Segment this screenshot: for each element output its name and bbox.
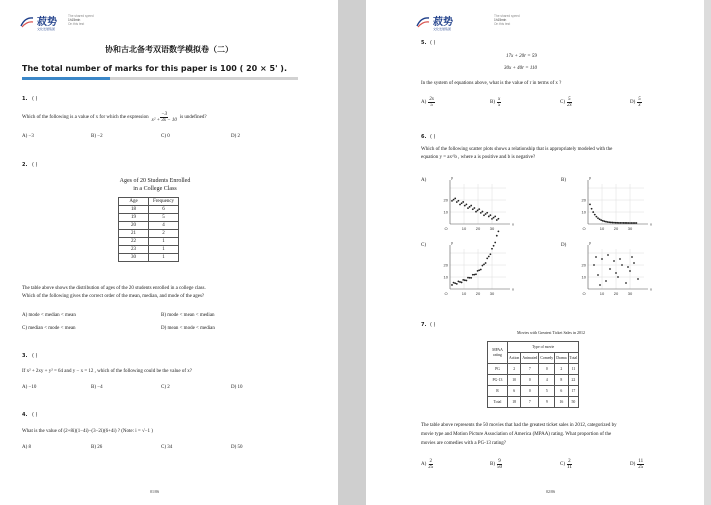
scatter-plot-a[interactable]	[436, 175, 516, 238]
scatter-point	[605, 221, 607, 223]
x-axis-label: x	[512, 221, 514, 227]
scatter-point	[453, 199, 455, 201]
question-7-option-b[interactable]: B) $\frac{9}{50}$	[490, 459, 502, 470]
scatter-point	[477, 210, 479, 212]
page-number: 02/06	[546, 489, 556, 494]
scatter-point	[607, 221, 609, 223]
question-3-number: 3.	[22, 353, 28, 359]
brand-name: 菽势	[433, 17, 453, 28]
scatter-point	[462, 201, 464, 203]
scatter-point	[616, 222, 618, 224]
scatter-point	[593, 264, 595, 266]
question-4-option-d[interactable]: D) 50	[231, 445, 243, 450]
x-axis-label: x	[650, 221, 652, 227]
scatter-plot-b[interactable]	[574, 175, 654, 238]
x-tick-label: 20	[475, 226, 481, 231]
x-tick-label: 20	[475, 291, 481, 296]
scatter-point	[474, 274, 476, 276]
question-1-number: 1.	[22, 96, 28, 102]
question-4-option-c[interactable]: C) 34	[161, 445, 173, 450]
scatter-point	[459, 281, 461, 283]
question-2-option-d[interactable]: D) mean < mode < median	[161, 326, 215, 331]
table-header: Frequency	[149, 198, 179, 206]
table-row: 22 1	[119, 238, 179, 246]
scatter-point	[478, 208, 480, 210]
scatter-point	[494, 242, 496, 244]
question-3-text: If x² + 2xy + y² = 64 and y − x = 12 , which of the following could be the value of x?	[22, 369, 192, 374]
scatter-point	[490, 214, 492, 216]
scatter-point	[488, 256, 490, 258]
question-3-option-a[interactable]: A) −10	[22, 385, 37, 390]
scatter-point	[601, 258, 603, 260]
question-4-option-b[interactable]: B) 26	[91, 445, 103, 450]
origin-label: O	[444, 226, 448, 231]
x-tick-label: 30	[489, 291, 495, 296]
scatter-point	[627, 266, 629, 268]
scatter-point	[456, 283, 458, 285]
scatter-plot-d[interactable]	[574, 240, 654, 303]
question-1-option-d[interactable]: D) 2	[231, 134, 241, 139]
question-5-option-b[interactable]: B) $\frac{x}{5}$	[490, 97, 501, 108]
table-header: Comedy	[539, 353, 555, 364]
movie-sales-table	[487, 341, 579, 408]
scatter-point	[461, 202, 463, 204]
scatter-point	[480, 212, 482, 214]
question-5-answer-box[interactable]: ( )	[430, 40, 436, 46]
y-axis-label: y	[451, 240, 453, 245]
question-2-option-a[interactable]: A) mode < median < mean	[22, 313, 76, 318]
scatter-point	[485, 213, 487, 215]
scatter-point	[637, 278, 639, 280]
scatter-point	[466, 203, 468, 205]
question-4-number: 4.	[22, 412, 28, 418]
scatter-point	[464, 205, 466, 207]
scatter-point	[459, 204, 461, 206]
scatter-point	[486, 257, 488, 259]
page-title: 协和古北备考双语数学模拟卷（二）	[105, 45, 233, 54]
x-tick-label: 30	[627, 291, 633, 296]
question-5-number: 5.	[421, 40, 427, 46]
y-tick-label: 20	[581, 262, 586, 268]
brand-sub: 文化发展集团	[433, 27, 452, 31]
scatter-point	[454, 197, 456, 199]
table-row: PG-13 10 0 4 8 22	[488, 375, 579, 386]
scatter-point	[462, 279, 464, 281]
y-tick-label: 10	[443, 274, 448, 280]
question-7-text: The table above represents the 50 movies that had the greatest ticket sales in 2012, categorized by movie type and Motion Picture Association of America (MPAA) rating. What proportion of the movies are comedies with a PG-13 rating?	[421, 423, 617, 446]
scatter-point	[456, 201, 458, 203]
page-number: 01/06	[150, 489, 160, 494]
scatter-point	[613, 260, 615, 262]
plot-d-label[interactable]: D)	[561, 243, 567, 248]
y-tick-label: 20	[443, 262, 448, 268]
document-page-2	[366, 0, 704, 505]
scatter-point	[475, 273, 477, 275]
question-1-option-b[interactable]: B) −2	[91, 134, 103, 139]
scatter-point	[615, 222, 617, 224]
age-table-title: Ages of 20 Students Enrolled in a College Class	[119, 178, 191, 192]
scatter-point	[589, 203, 591, 205]
scatter-point	[485, 262, 487, 264]
scatter-point	[595, 256, 597, 258]
scatter-point	[470, 277, 472, 279]
scatter-point	[607, 254, 609, 256]
scatter-point	[602, 220, 604, 222]
x-tick-label: 10	[461, 226, 467, 231]
table-row: 18 6	[119, 206, 179, 214]
table-row: 30 1	[119, 254, 179, 262]
scatter-point	[613, 222, 615, 224]
table-row: Total 18 7 9 16 50	[488, 397, 579, 408]
origin-label: O	[582, 291, 586, 296]
question-7-option-c[interactable]: C) $\frac{2}{11}$	[560, 459, 572, 470]
scatter-point	[482, 211, 484, 213]
table-header: Drama	[555, 353, 568, 364]
question-1-option-a[interactable]: A) −3	[22, 134, 34, 139]
table-row: PG 2 7 0 2 11	[488, 364, 579, 375]
scatter-point	[624, 222, 626, 224]
scatter-point	[469, 206, 471, 208]
scatter-point	[609, 268, 611, 270]
x-tick-label: 20	[613, 226, 619, 231]
brand-mark-icon	[20, 16, 34, 28]
x-tick-label: 10	[461, 291, 467, 296]
scatter-point	[625, 282, 627, 284]
question-4-option-a[interactable]: A) 8	[22, 445, 32, 450]
y-tick-label: 20	[581, 197, 586, 203]
scatter-point	[496, 235, 498, 237]
scatter-point	[496, 219, 498, 221]
question-5-option-a[interactable]: A) $\frac{2x}{5}$	[421, 97, 435, 108]
question-7-option-a[interactable]: A) $\frac{2}{25}$	[421, 459, 434, 470]
scatter-point	[493, 245, 495, 247]
scatter-point	[494, 215, 496, 217]
scatter-point	[477, 270, 479, 272]
question-7-option-d[interactable]: D) $\frac{11}{25}$	[630, 459, 644, 470]
table-header: MPAA rating	[488, 342, 508, 364]
plot-c-label[interactable]: C)	[421, 243, 426, 248]
scatter-point	[621, 222, 623, 224]
table-header: Total	[568, 353, 579, 364]
scatter-point	[491, 218, 493, 220]
table-row: 19 5	[119, 214, 179, 222]
question-2-option-b[interactable]: B) mode < mean < median	[161, 313, 215, 318]
scatter-point	[491, 248, 493, 250]
question-5-option-d[interactable]: D) $\frac{5}{x}$	[630, 97, 641, 108]
y-tick-label: 10	[581, 274, 586, 280]
scatter-point	[617, 276, 619, 278]
table-row: 21 2	[119, 230, 179, 238]
scatter-point	[632, 222, 634, 224]
x-axis-label: x	[650, 286, 652, 292]
question-7-number: 7.	[421, 322, 427, 328]
question-4-answer-box[interactable]: ( )	[32, 412, 38, 418]
plot-a-label[interactable]: A)	[421, 178, 427, 183]
x-tick-label: 30	[627, 226, 633, 231]
equation-1: 17x + 20r = 59	[506, 54, 537, 59]
scatter-point	[482, 265, 484, 267]
brand-sub: 文化发展集团	[37, 27, 56, 31]
scatter-point	[470, 205, 472, 207]
scatter-point	[490, 253, 492, 255]
table-header: Animated	[521, 353, 539, 364]
movie-table-title: Movies with Greatest Ticket Sales in 2012	[517, 330, 585, 335]
scatter-point	[600, 219, 602, 221]
table-row: R 6 0 5 6 17	[488, 386, 579, 397]
scatter-point	[621, 264, 623, 266]
origin-label: O	[444, 291, 448, 296]
scatter-point	[469, 277, 471, 279]
question-5-text: In the system of equations above, what is the value of r in terms of x ?	[421, 81, 562, 86]
question-7-answer-box[interactable]: ( )	[430, 322, 436, 328]
scatter-point	[612, 222, 614, 224]
x-tick-label: 20	[613, 291, 619, 296]
question-6-number: 6.	[421, 134, 427, 140]
question-2-option-c[interactable]: C) median < mode < mean	[22, 326, 76, 331]
progress-bar-fill	[22, 77, 110, 80]
question-3-answer-box[interactable]: ( )	[32, 353, 38, 359]
scatter-point	[483, 214, 485, 216]
page-gutter	[338, 0, 366, 505]
scatter-point	[596, 216, 598, 218]
scatter-point	[629, 222, 631, 224]
x-axis-label: x	[512, 286, 514, 292]
question-1-option-c[interactable]: C) 0	[161, 134, 170, 139]
scatter-point	[464, 279, 466, 281]
scatter-point	[618, 222, 620, 224]
scatter-point	[594, 214, 596, 216]
brand-mark-icon	[416, 16, 430, 28]
scatter-point	[461, 282, 463, 284]
document-page-1	[0, 0, 338, 505]
scatter-point	[488, 216, 490, 218]
y-tick-label: 10	[443, 209, 448, 215]
question-6-text: Which of the following scatter plots shows a relationship that is appropriately modeled with the equation y = ax^b , where a is positive and b is negative?	[421, 147, 613, 160]
question-2-number: 2.	[22, 162, 28, 168]
question-1-text: Which of the following is a value of x for which the expression $\frac{-3}{\text{x² + 3x − 10}}$ is undefined?	[22, 112, 207, 123]
scatter-point	[604, 220, 606, 222]
question-3-option-d[interactable]: D) 10	[231, 385, 243, 390]
scatter-point	[451, 284, 453, 286]
scatter-point	[472, 274, 474, 276]
scatter-point	[631, 222, 633, 224]
scatter-point	[623, 222, 625, 224]
y-axis-label: y	[589, 240, 591, 245]
question-4-text: What is the value of (2+8i)(1−4i)−(3−2i)(6+4i) ? (Note: i = √−1 )	[22, 429, 153, 434]
scatter-point	[599, 284, 601, 286]
table-header: Type of movie	[508, 342, 579, 353]
plot-b-label[interactable]: B)	[561, 178, 566, 183]
scatter-point	[486, 212, 488, 214]
origin-label: O	[582, 226, 586, 231]
question-2-answer-box[interactable]: ( )	[32, 162, 38, 168]
scatter-point	[474, 207, 476, 209]
question-1-fraction: $\frac{-3}{\text{x² + 3x − 10}}$	[151, 112, 177, 123]
equation-2: 30x + 40r = 110	[504, 66, 538, 71]
scatter-point	[592, 211, 594, 213]
scatter-point	[597, 217, 599, 219]
question-5-option-c[interactable]: C) $\frac{5}{2x}$	[560, 97, 572, 108]
scatter-point	[629, 270, 631, 272]
x-tick-label: 30	[489, 226, 495, 231]
scatter-point	[633, 262, 635, 264]
scatter-point	[636, 222, 638, 224]
brand-slogan: The shared speed 1h15min On this test	[68, 14, 94, 26]
scatter-point	[498, 218, 500, 220]
scatter-point	[480, 269, 482, 271]
scatter-point	[628, 222, 630, 224]
y-tick-label: 20	[443, 197, 448, 203]
scatter-point	[472, 208, 474, 210]
question-3-option-b[interactable]: B) −4	[91, 385, 103, 390]
scatter-point	[466, 280, 468, 282]
x-tick-label: 10	[599, 291, 605, 296]
scatter-point	[458, 200, 460, 202]
question-6-answer-box[interactable]: ( )	[430, 134, 436, 140]
scatter-point	[620, 222, 622, 224]
scatter-point	[467, 207, 469, 209]
table-header: Action	[508, 353, 521, 364]
scatter-point	[451, 200, 453, 202]
scatter-point	[605, 280, 607, 282]
scatter-point	[599, 218, 601, 220]
scatter-point	[454, 282, 456, 284]
scatter-point	[610, 222, 612, 224]
scatter-plot-c[interactable]	[436, 240, 516, 303]
scatter-point	[458, 281, 460, 283]
brand-logo	[416, 13, 453, 31]
scatter-point	[591, 208, 593, 210]
scatter-point	[475, 211, 477, 213]
scatter-point	[608, 221, 610, 223]
page-subtitle: The total number of marks for this paper is 100 ( 20 × 5' ).	[22, 64, 287, 73]
scatter-point	[619, 258, 621, 260]
y-tick-label: 10	[581, 209, 586, 215]
scatter-point	[634, 222, 636, 224]
question-3-option-c[interactable]: C) 2	[161, 385, 170, 390]
question-2-text: The table above shows the distribution of ages of the 20 students enrolled in a college class. Which of the following gives the correct order of the mean, median, and mode of the ages?	[22, 286, 206, 299]
scatter-point	[467, 277, 469, 279]
brand-slogan: The shared speed 1h15min On this test	[494, 14, 520, 26]
age-frequency-table	[118, 197, 179, 262]
scatter-point	[498, 230, 500, 232]
scatter-point	[631, 256, 633, 258]
brand-logo	[20, 13, 57, 31]
table-row: 20 4	[119, 222, 179, 230]
y-axis-label: y	[451, 175, 453, 180]
x-tick-label: 10	[599, 226, 605, 231]
brand-name: 菽势	[37, 17, 57, 28]
scatter-point	[483, 263, 485, 265]
scatter-point	[626, 222, 628, 224]
scatter-point	[478, 269, 480, 271]
scatter-point	[597, 274, 599, 276]
question-1-answer-box[interactable]: ( )	[32, 96, 38, 102]
scatter-point	[615, 272, 617, 274]
progress-bar	[22, 77, 298, 80]
scatter-point	[493, 217, 495, 219]
table-row: 23 1	[119, 246, 179, 254]
scatter-point	[453, 282, 455, 284]
table-header: Age	[119, 198, 149, 206]
y-axis-label: y	[589, 175, 591, 180]
